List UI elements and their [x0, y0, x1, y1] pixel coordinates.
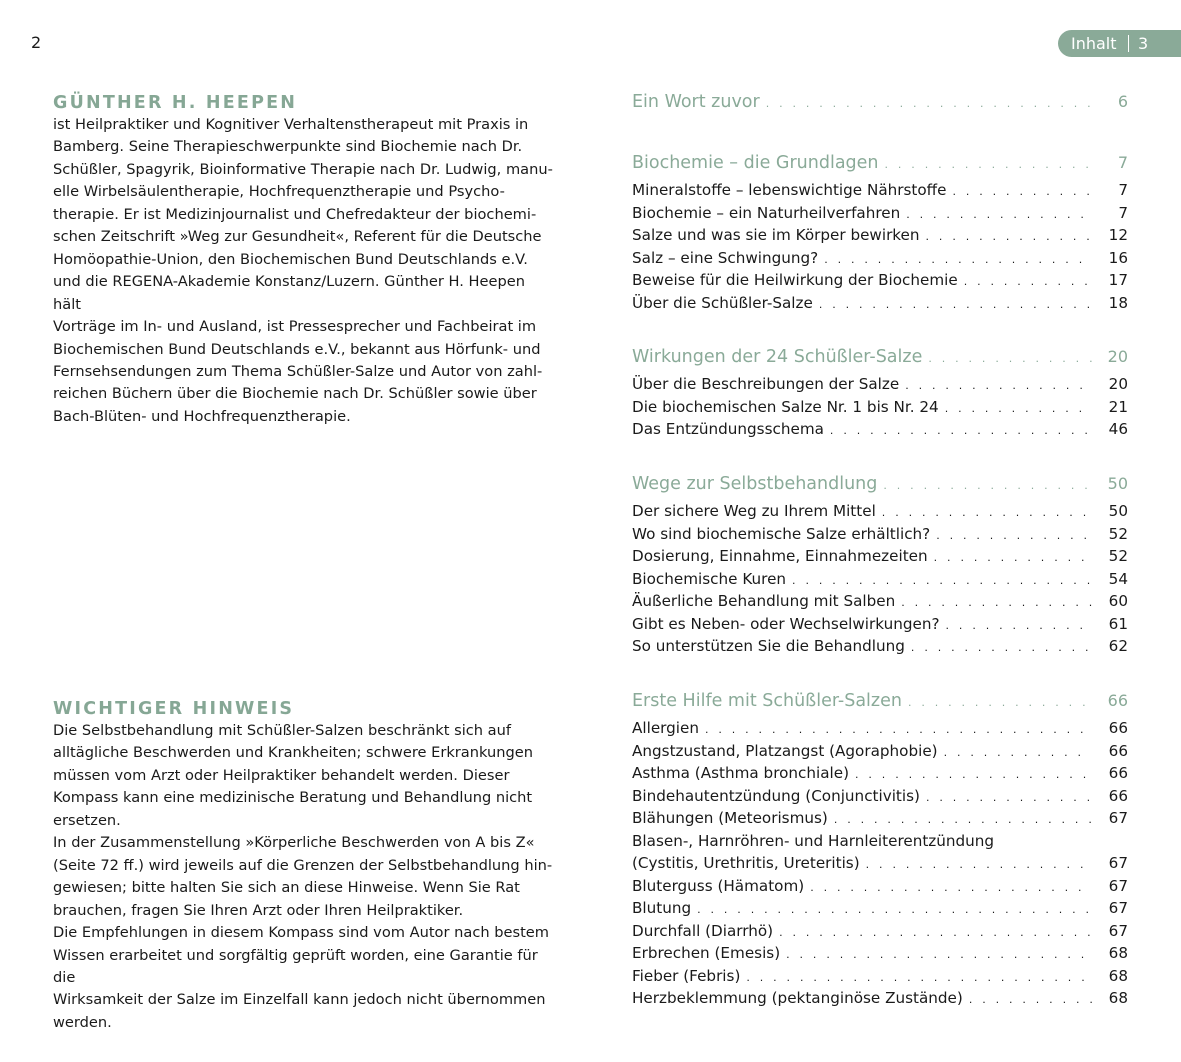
toc-entry-title: Mineralstoffe – lebenswichtige Nährstoffe [632, 181, 947, 199]
author-line: Fernsehsendungen zum Thema Schüßler-Salze und Autor von zahl- [53, 362, 543, 380]
toc-leader-dots [964, 275, 1092, 288]
toc-entry-title: Bluterguss (Hämatom) [632, 876, 805, 895]
toc-entry-page: 54 [1108, 569, 1128, 588]
toc-entry-title: Beweise für die Heilwirkung der Biochemie [632, 271, 958, 289]
author-bio [53, 92, 553, 428]
toc-entry-page: 7 [1118, 203, 1128, 222]
author-line: ist Heilpraktiker und Kognitiver Verhaltenstherapeut mit Praxis in [53, 116, 529, 133]
toc-entry[interactable] [632, 502, 1128, 525]
toc-leader-dots [908, 696, 1092, 709]
toc-leader-dots [936, 529, 1092, 542]
notice-line: Wirksamkeit der Salze im Einzelfall kann jedoch nicht übernommen [53, 991, 546, 1009]
toc-entry-title-line2: (Cystitis, Urethritis, Ureteritis) [632, 854, 860, 872]
notice-line: alltägliche Beschwerden und Krankheiten; schwere Erkrankungen [53, 744, 533, 762]
toc-section-title: Wirkungen der 24 Schüßler-Salze [632, 347, 923, 367]
author-line: Vorträge im In- und Ausland, ist Pressesprecher und Fachbeirat im [53, 318, 537, 336]
author-line: Bach-Blüten- und Hochfrequenztherapie. [53, 407, 351, 425]
section-tab-divider [1128, 35, 1129, 52]
author-line: und die REGENA-Akademie Konstanz/Luzern. Günther H. Heepen hält [53, 273, 525, 313]
toc-leader-dots [926, 230, 1092, 243]
toc-entry[interactable] [632, 226, 1128, 249]
toc-leader-dots [905, 379, 1092, 392]
notice-line: brauchen, fragen Sie Ihren Arzt oder Ihren Heilpraktiker. [53, 901, 464, 919]
toc-entry[interactable] [632, 294, 1128, 317]
notice-line: Wissen erarbeitet und sorgfältig geprüft worden, eine Garantie für die [53, 946, 538, 986]
toc-section-heading[interactable] [632, 92, 1128, 119]
toc-entry[interactable] [632, 249, 1128, 272]
toc-entry-title: Biochemie – ein Naturheilverfahren [632, 203, 901, 222]
toc-leader-dots [969, 993, 1092, 1006]
toc-entry-page: 50 [1108, 502, 1128, 520]
toc-entry[interactable] [632, 592, 1128, 615]
toc-section-title: Ein Wort zuvor [632, 92, 760, 112]
toc-section-heading[interactable] [632, 691, 1128, 718]
toc-leader-dots [792, 574, 1092, 587]
toc-entry[interactable] [632, 877, 1128, 900]
toc-leader-dots [866, 858, 1092, 871]
notice-line: gewiesen; bitte halten Sie sich an diese Hinweise. Wenn Sie Rat [53, 879, 520, 897]
toc-entry[interactable] [632, 899, 1128, 922]
toc-entry-page: 66 [1108, 786, 1128, 805]
toc-leader-dots [766, 97, 1092, 110]
toc-entry[interactable] [632, 615, 1128, 638]
notice-line: müssen vom Arzt oder Heilpraktiker behandelt werden. Dieser [53, 766, 510, 784]
important-notice [53, 698, 553, 1034]
toc-section-page: 20 [1107, 347, 1128, 366]
toc-section-page: 6 [1117, 92, 1128, 111]
toc-entry-title: Fieber (Febris) [632, 966, 741, 985]
toc-entry-title: Salze und was sie im Körper bewirken [632, 226, 920, 244]
toc-entry-title: Über die Beschreibungen der Salze [632, 375, 900, 393]
toc-entry[interactable] [632, 375, 1128, 398]
toc-entry-page: 61 [1108, 614, 1128, 633]
toc-entry[interactable] [632, 181, 1128, 204]
toc-entry-page: 68 [1108, 944, 1128, 962]
toc-leader-dots [830, 424, 1092, 437]
toc-entry-title: Allergien [632, 719, 699, 737]
toc-entry[interactable] [632, 719, 1128, 742]
toc-leader-dots [810, 881, 1092, 894]
right-page-number: 3 [1138, 34, 1149, 53]
toc-leader-dots [786, 948, 1092, 961]
toc-section [632, 347, 1128, 443]
toc-entry-title: Der sichere Weg zu Ihrem Mittel [632, 502, 876, 520]
toc-entry-page: 67 [1108, 854, 1128, 872]
toc-entry-page: 67 [1108, 921, 1128, 940]
toc-entry-title: Asthma (Asthma bronchiale) [632, 764, 850, 782]
toc-leader-dots [885, 158, 1092, 171]
toc-leader-dots [952, 185, 1092, 198]
section-tab [1058, 30, 1181, 57]
toc-entry-title: Blutung [632, 899, 692, 917]
toc-section-page: 50 [1107, 474, 1128, 493]
toc-section-page: 7 [1117, 153, 1128, 172]
toc-entry[interactable] [632, 525, 1128, 548]
toc-entry-page: 60 [1108, 592, 1128, 610]
toc-leader-dots [946, 619, 1092, 632]
toc-entry[interactable] [632, 637, 1128, 660]
toc-entry-title: Bindehautentzündung (Conjunctivitis) [632, 786, 920, 805]
toc-entry-page: 68 [1108, 989, 1128, 1007]
toc-entry-page: 18 [1108, 293, 1128, 312]
toc-entry-page: 12 [1108, 226, 1128, 244]
toc-leader-dots [901, 596, 1092, 609]
notice-text [53, 720, 553, 1034]
author-heading: GÜNTHER H. HEEPEN [53, 93, 298, 113]
author-line: reichen Büchern über die Biochemie nach Dr. Schüßler sowie über [53, 385, 537, 403]
toc-entry-title: Biochemische Kuren [632, 569, 787, 588]
toc-entry-title: Blähungen (Meteorismus) [632, 809, 828, 827]
notice-line: werden. [53, 1013, 112, 1031]
toc-entry-title: Blasen-, Harnröhren- und Harnleiterentzündung [632, 831, 995, 850]
toc-leader-dots [824, 253, 1092, 266]
toc-section [632, 691, 1128, 1012]
toc-entry-title: So unterstützen Sie die Behandlung [632, 637, 905, 655]
toc-leader-dots [779, 926, 1092, 939]
toc-section [632, 474, 1128, 660]
toc-entry-page: 62 [1108, 637, 1128, 655]
toc-entry[interactable] [632, 420, 1128, 443]
toc-leader-dots [926, 791, 1092, 804]
toc-entry[interactable] [632, 809, 1128, 832]
toc-entry-title: Dosierung, Einnahme, Einnahmezeiten [632, 547, 928, 565]
toc-entry[interactable] [632, 944, 1128, 967]
toc-leader-dots [882, 506, 1092, 519]
toc-entry[interactable] [632, 271, 1128, 294]
toc-entry-title: Herzbeklemmung (pektanginöse Zustände) [632, 989, 963, 1007]
author-line: schen Zeitschrift »Weg zur Gesundheit«, Referent für die Deutsche [53, 228, 542, 246]
left-page-number: 2 [31, 33, 42, 52]
toc-entry-page: 68 [1108, 966, 1128, 985]
toc-entry-title: Salz – eine Schwingung? [632, 248, 819, 267]
toc-leader-dots [911, 641, 1092, 654]
toc-leader-dots [928, 352, 1092, 365]
toc-entry-page: 52 [1108, 524, 1128, 543]
toc-entry-page: 67 [1108, 876, 1128, 895]
toc-leader-dots [945, 402, 1092, 415]
toc-entry[interactable] [632, 967, 1128, 990]
author-line: Bamberg. Seine Therapieschwerpunkte sind Biochemie nach Dr. [53, 138, 523, 156]
toc-entry[interactable] [632, 832, 1128, 855]
toc-leader-dots [834, 813, 1092, 826]
toc-entry-title: Das Entzündungsschema [632, 420, 824, 438]
author-line: elle Wirbelsäulentherapie, Hochfrequenztherapie und Psycho- [53, 183, 505, 201]
toc-entry[interactable] [632, 764, 1128, 787]
toc-entry-continued[interactable] [632, 854, 1128, 877]
author-line: therapie. Er ist Medizinjournalist und Chefredakteur der biochemi- [53, 205, 537, 223]
toc-leader-dots [697, 903, 1092, 916]
toc-leader-dots [934, 551, 1092, 564]
toc-entry[interactable] [632, 922, 1128, 945]
author-line: Schüßler, Spagyrik, Bioinformative Therapie nach Dr. Ludwig, manu- [53, 160, 553, 178]
notice-line: ersetzen. [53, 811, 121, 829]
toc-entry[interactable] [632, 989, 1128, 1012]
toc-entry-page: 52 [1108, 547, 1128, 565]
toc-entry-title: Über die Schüßler-Salze [632, 293, 813, 312]
toc-section-heading[interactable] [632, 153, 1128, 180]
toc-entry[interactable] [632, 787, 1128, 810]
toc-section-title: Wege zur Selbstbehandlung [632, 474, 878, 494]
toc-entry-title: Die biochemischen Salze Nr. 1 bis Nr. 24 [632, 397, 939, 416]
toc-entry-page: 7 [1118, 181, 1128, 199]
toc-entry-page: 67 [1108, 899, 1128, 917]
author-line: Homöopathie-Union, den Biochemischen Bund Deutschlands e.V. [53, 250, 528, 268]
toc-entry-title: Durchfall (Diarrhö) [632, 921, 774, 940]
toc-entry-title: Gibt es Neben- oder Wechselwirkungen? [632, 614, 940, 633]
toc-section [632, 92, 1128, 119]
section-tab-label: Inhalt [1071, 34, 1117, 53]
toc-entry-title: Äußerliche Behandlung mit Salben [632, 592, 896, 610]
toc-entry-title: Wo sind biochemische Salze erhältlich? [632, 524, 931, 543]
notice-heading: WICHTIGER HINWEIS [53, 699, 295, 719]
notice-line: In der Zusammenstellung »Körperliche Beschwerden von A bis Z« [53, 834, 535, 852]
toc-leader-dots [705, 723, 1092, 736]
toc-entry-page: 16 [1108, 248, 1128, 267]
toc-leader-dots [944, 746, 1092, 759]
toc-section-title: Erste Hilfe mit Schüßler-Salzen [632, 691, 902, 711]
toc-section-heading[interactable] [632, 347, 1128, 374]
toc-entry-page: 66 [1108, 741, 1128, 760]
toc-entry-page: 20 [1108, 375, 1128, 393]
author-text [53, 114, 553, 428]
notice-line: Kompass kann eine medizinische Beratung und Behandlung nicht [53, 789, 533, 807]
toc-entry[interactable] [632, 570, 1128, 593]
toc-entry[interactable] [632, 204, 1128, 227]
toc-entry[interactable] [632, 742, 1128, 765]
notice-line: Die Selbstbehandlung mit Schüßler-Salzen beschränkt sich auf [53, 722, 511, 739]
toc-leader-dots [906, 208, 1092, 221]
notice-line: (Seite 72 ff.) wird jeweils auf die Grenzen der Selbstbehandlung hin- [53, 856, 553, 874]
toc-entry-page: 21 [1108, 397, 1128, 416]
toc-entry-page: 66 [1108, 764, 1128, 782]
toc-entry-title: Erbrechen (Emesis) [632, 944, 781, 962]
toc-leader-dots [883, 479, 1092, 492]
toc-entry-page: 17 [1108, 271, 1128, 289]
notice-line: Die Empfehlungen in diesem Kompass sind vom Autor nach bestem [53, 924, 549, 942]
toc-section-title: Biochemie – die Grundlagen [632, 153, 879, 173]
toc-entry-page: 66 [1108, 719, 1128, 737]
toc-entry-title: Angstzustand, Platzangst (Agoraphobie) [632, 741, 938, 760]
toc-section-heading[interactable] [632, 474, 1128, 501]
toc-leader-dots [819, 298, 1092, 311]
toc-entry-page: 46 [1108, 420, 1128, 438]
toc-entry-page: 67 [1108, 809, 1128, 827]
toc-entry[interactable] [632, 547, 1128, 570]
toc-section-page: 66 [1107, 691, 1128, 710]
toc-section [632, 153, 1128, 316]
author-line: Biochemischen Bund Deutschlands e.V., bekannt aus Hörfunk- und [53, 340, 541, 358]
toc-leader-dots [746, 971, 1092, 984]
toc-leader-dots [855, 768, 1092, 781]
toc-entry[interactable] [632, 398, 1128, 421]
